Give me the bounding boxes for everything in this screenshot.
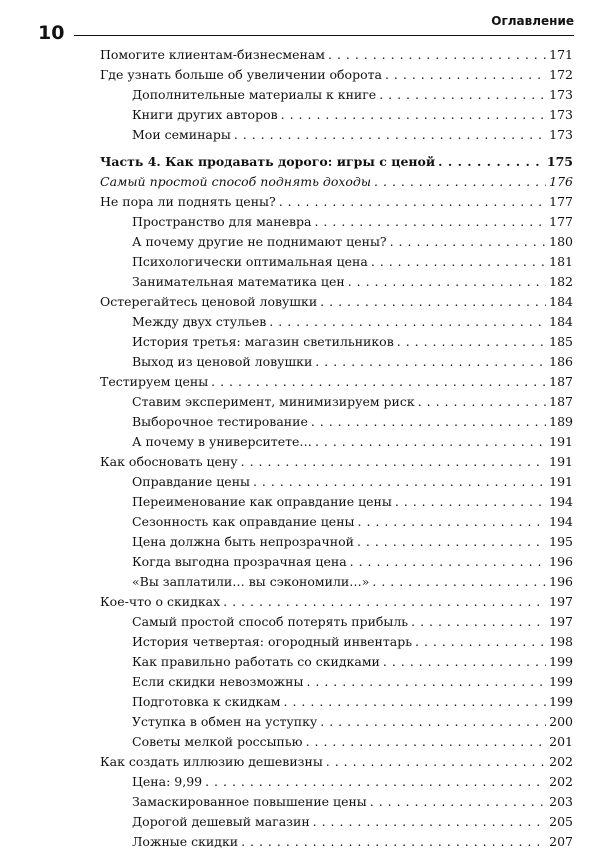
toc-leader-dots bbox=[279, 192, 546, 212]
toc-leader-dots bbox=[284, 692, 547, 712]
toc-entry-page: 171 bbox=[549, 47, 573, 62]
toc-leader-dots bbox=[281, 105, 546, 125]
toc-entry-title: Дополнительные материалы к книге bbox=[132, 87, 377, 102]
toc-entry bbox=[100, 65, 573, 85]
toc-entry bbox=[100, 452, 573, 472]
toc-leader-dots bbox=[205, 772, 546, 792]
toc-entry-page: 196 bbox=[549, 554, 573, 569]
toc-entry-title: Как правильно работать со скидками bbox=[132, 654, 380, 669]
toc-entry bbox=[100, 652, 573, 672]
toc-leader-dots bbox=[306, 672, 546, 692]
toc-leader-dots bbox=[372, 572, 546, 592]
toc-leader-dots bbox=[253, 472, 546, 492]
toc-entry-title: Переименование как оправдание цены bbox=[132, 494, 392, 509]
toc-entry-title: Выборочное тестирование bbox=[132, 414, 308, 429]
toc-leader-dots bbox=[320, 712, 546, 732]
toc-leader-dots bbox=[313, 812, 546, 832]
toc-entry-title: Замаскированное повышение цены bbox=[132, 794, 367, 809]
toc-leader-dots bbox=[320, 292, 546, 312]
toc-entry bbox=[100, 105, 573, 125]
toc-entry bbox=[100, 312, 573, 332]
header-rule bbox=[74, 35, 574, 36]
toc-leader-dots bbox=[415, 632, 546, 652]
toc-entry-page: 191 bbox=[549, 474, 573, 489]
toc-entry-title: Часть 4. Как продавать дорого: игры с ценой bbox=[100, 154, 436, 169]
toc-leader-dots bbox=[370, 792, 546, 812]
toc-entry-page: 187 bbox=[549, 374, 573, 389]
toc-entry-page: 173 bbox=[549, 87, 573, 102]
toc-entry-page: 197 bbox=[549, 614, 573, 629]
toc-leader-dots bbox=[358, 512, 547, 532]
toc-entry-page: 191 bbox=[549, 434, 573, 449]
toc-entry-title: Оправдание цены bbox=[132, 474, 250, 489]
toc-entry-page: 186 bbox=[549, 354, 573, 369]
toc-entry-title: Где узнать больше об увеличении оборота bbox=[100, 67, 382, 82]
toc-entry-title: А почему в университете… bbox=[132, 434, 312, 449]
toc-leader-dots bbox=[241, 452, 546, 472]
toc-leader-dots bbox=[390, 232, 547, 252]
toc-entry-page: 203 bbox=[549, 794, 573, 809]
toc-entry bbox=[100, 272, 573, 292]
toc-entry bbox=[100, 832, 573, 852]
toc-leader-dots bbox=[411, 612, 546, 632]
toc-entry-page: 202 bbox=[549, 774, 573, 789]
toc-entry bbox=[100, 292, 573, 312]
toc-entry-title: История четвертая: огородный инвентарь bbox=[132, 634, 412, 649]
toc-entry-page: 194 bbox=[549, 494, 573, 509]
toc-entry-page: 196 bbox=[549, 574, 573, 589]
toc-entry bbox=[100, 592, 573, 612]
toc-entry-title: Выход из ценовой ловушки bbox=[132, 354, 313, 369]
toc-entry-page: 184 bbox=[549, 294, 573, 309]
toc-entry-title: А почему другие не поднимают цены? bbox=[132, 234, 387, 249]
toc-entry bbox=[100, 632, 573, 652]
toc-entry-page: 199 bbox=[549, 674, 573, 689]
toc-entry-page: 176 bbox=[549, 174, 573, 189]
toc-entry-title: «Вы заплатили… вы сэкономили…» bbox=[132, 574, 370, 589]
toc-entry-title: Между двух стульев bbox=[132, 314, 267, 329]
toc-entry bbox=[100, 772, 573, 792]
toc-leader-dots bbox=[269, 312, 546, 332]
toc-entry-page: 177 bbox=[549, 214, 573, 229]
toc-entry bbox=[100, 532, 573, 552]
toc-leader-dots bbox=[395, 492, 546, 512]
toc-leader-dots bbox=[397, 332, 546, 352]
toc-entry-title: Как создать иллюзию дешевизны bbox=[100, 754, 323, 769]
toc-leader-dots bbox=[385, 65, 546, 85]
toc-entry-title: Пространство для маневра bbox=[132, 214, 312, 229]
toc-entry bbox=[100, 472, 573, 492]
toc-entry-page: 173 bbox=[549, 107, 573, 122]
toc-entry bbox=[100, 352, 573, 372]
toc-entry bbox=[100, 192, 573, 212]
toc-entry bbox=[100, 492, 573, 512]
toc-entry bbox=[100, 752, 573, 772]
section-title: Оглавление bbox=[491, 14, 574, 28]
toc-entry bbox=[100, 412, 573, 432]
toc-entry-page: 197 bbox=[549, 594, 573, 609]
toc-entry-page: 207 bbox=[549, 834, 573, 849]
toc-entry-title: Подготовка к скидкам bbox=[132, 694, 281, 709]
toc-entry bbox=[100, 732, 573, 752]
toc-leader-dots bbox=[383, 652, 546, 672]
toc-entry-title: Если скидки невозможны bbox=[132, 674, 304, 689]
toc-entry-page: 175 bbox=[546, 154, 573, 169]
toc-entry-page: 184 bbox=[549, 314, 573, 329]
toc-leader-dots bbox=[374, 172, 546, 192]
toc-entry bbox=[100, 572, 573, 592]
page-number: 10 bbox=[38, 22, 65, 44]
toc-entry bbox=[100, 45, 573, 65]
toc-leader-dots bbox=[379, 85, 546, 105]
toc-entry bbox=[100, 212, 573, 232]
toc-entry bbox=[100, 612, 573, 632]
toc-entry bbox=[100, 232, 573, 252]
toc-entry-page: 185 bbox=[549, 334, 573, 349]
toc-leader-dots bbox=[315, 432, 546, 452]
toc-entry bbox=[100, 392, 573, 412]
toc-entry-page: 194 bbox=[549, 514, 573, 529]
toc-entry-page: 181 bbox=[549, 254, 573, 269]
toc-entry-page: 191 bbox=[549, 454, 573, 469]
toc-entry-title: Цена: 9,99 bbox=[132, 774, 203, 789]
toc-entry-title: Цена должна быть непрозрачной bbox=[132, 534, 354, 549]
toc-leader-dots bbox=[357, 532, 546, 552]
toc-entry-page: 189 bbox=[549, 414, 573, 429]
toc-entry bbox=[100, 712, 573, 732]
toc-entry bbox=[100, 432, 573, 452]
toc-leader-dots bbox=[350, 552, 546, 572]
toc-entry-page: 172 bbox=[549, 67, 573, 82]
toc-entry bbox=[100, 792, 573, 812]
toc-leader-dots bbox=[418, 392, 546, 412]
toc-leader-dots bbox=[306, 732, 547, 752]
toc-entry-title: Занимательная математика цен bbox=[132, 274, 345, 289]
toc-entry-page: 200 bbox=[549, 714, 573, 729]
toc-entry-title: Советы мелкой россыпью bbox=[132, 734, 303, 749]
toc-entry bbox=[100, 172, 573, 192]
toc-leader-dots bbox=[311, 412, 546, 432]
toc-entry-title: Как обосновать цену bbox=[100, 454, 238, 469]
toc-entry-page: 198 bbox=[549, 634, 573, 649]
toc-entry-page: 199 bbox=[549, 694, 573, 709]
toc-entry-title: Не пора ли поднять цены? bbox=[100, 194, 276, 209]
toc-entry-page: 202 bbox=[549, 754, 573, 769]
toc-entry-page: 187 bbox=[549, 394, 573, 409]
toc-leader-dots bbox=[234, 125, 546, 145]
toc-entry-page: 180 bbox=[549, 234, 573, 249]
toc-leader-dots bbox=[348, 272, 546, 292]
toc-entry-page: 182 bbox=[549, 274, 573, 289]
toc-entry-title: Когда выгодна прозрачная цена bbox=[132, 554, 347, 569]
toc-entry-title: Тестируем цены bbox=[100, 374, 209, 389]
toc-entry-title: Помогите клиентам-бизнесменам bbox=[100, 47, 325, 62]
toc-entry bbox=[100, 672, 573, 692]
toc-entry bbox=[100, 512, 573, 532]
toc-entry-page: 195 bbox=[549, 534, 573, 549]
toc-entry-title: Сезонность как оправдание цены bbox=[132, 514, 355, 529]
toc-entry bbox=[100, 332, 573, 352]
toc-leader-dots bbox=[223, 592, 546, 612]
toc-entry-page: 173 bbox=[549, 127, 573, 142]
toc-entry-page: 201 bbox=[549, 734, 573, 749]
toc-entry-title: Мои семинары bbox=[132, 127, 231, 142]
toc-entry-title: Уступка в обмен на уступку bbox=[132, 714, 318, 729]
toc-entry bbox=[100, 125, 573, 145]
toc-leader-dots bbox=[211, 372, 546, 392]
toc-leader-dots bbox=[241, 832, 546, 852]
toc-entry-title: Ложные скидки bbox=[132, 834, 239, 849]
toc-entry-title: Самый простой способ потерять прибыль bbox=[132, 614, 409, 629]
toc-entry-title: Ставим эксперимент, минимизируем риск bbox=[132, 394, 415, 409]
toc-entry-page: 177 bbox=[549, 194, 573, 209]
toc-entry bbox=[100, 85, 573, 105]
toc-entry bbox=[100, 692, 573, 712]
toc-leader-dots bbox=[371, 252, 546, 272]
toc-entry-title: Кое-что о скидках bbox=[100, 594, 221, 609]
toc-entry bbox=[100, 152, 573, 172]
toc-entry bbox=[100, 812, 573, 832]
toc-leader-dots bbox=[314, 212, 546, 232]
toc-entry-page: 205 bbox=[549, 814, 573, 829]
toc-entry bbox=[100, 372, 573, 392]
toc-leader-dots bbox=[326, 752, 546, 772]
toc-leader-dots bbox=[328, 45, 546, 65]
toc-entry-title: Психологически оптимальная цена bbox=[132, 254, 368, 269]
toc-entry-title: История третья: магазин светильников bbox=[132, 334, 394, 349]
toc-leader-dots bbox=[315, 352, 546, 372]
toc-entry-title: Дорогой дешевый магазин bbox=[132, 814, 310, 829]
toc-entry-title: Самый простой способ поднять доходы bbox=[100, 174, 372, 189]
toc-leader-dots bbox=[438, 152, 544, 172]
toc-entry bbox=[100, 552, 573, 572]
toc-entry bbox=[100, 252, 573, 272]
toc-entry-title: Остерегайтесь ценовой ловушки bbox=[100, 294, 318, 309]
toc-entry-title: Книги других авторов bbox=[132, 107, 278, 122]
toc-entry-page: 199 bbox=[549, 654, 573, 669]
